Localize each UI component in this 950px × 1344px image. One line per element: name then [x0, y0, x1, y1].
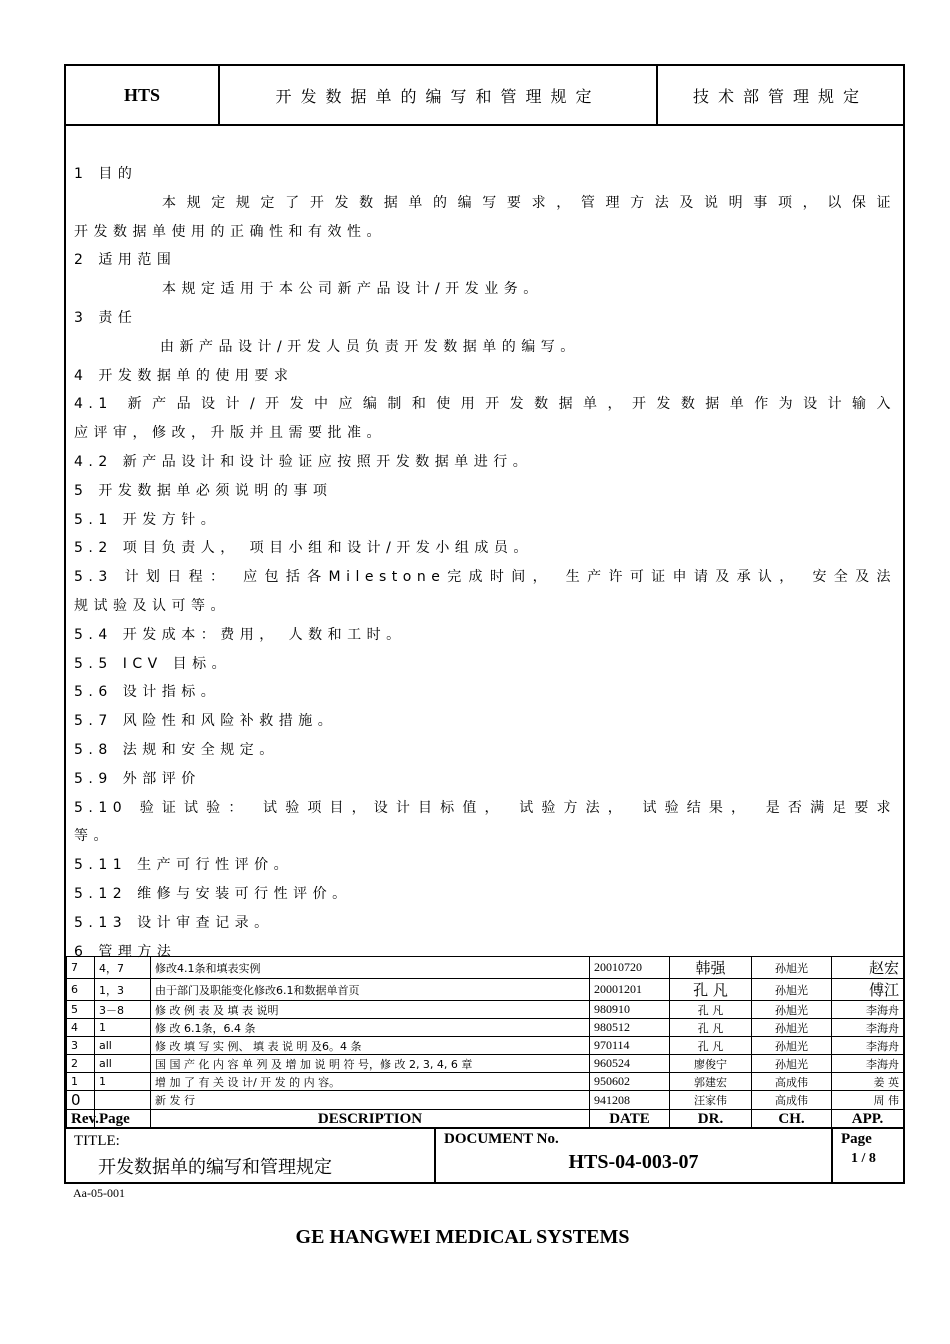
rev-approved-by: 李海舟	[832, 1037, 904, 1055]
rev-date: 950602	[590, 1073, 670, 1091]
body-line: 5.6 设计指标。	[74, 684, 221, 701]
rev-drawn-by: 孔 凡	[670, 1037, 752, 1055]
rev-approved-by: 赵宏	[832, 957, 904, 979]
body-line: 2 适用范围	[74, 252, 177, 269]
rev-date: 980512	[590, 1019, 670, 1037]
rev-checked-by: 孙旭光	[752, 1037, 832, 1055]
rev-description: 国 国 产 化 内 容 单 列 及 增 加 说 明 符 号，修 改 2, 3, 4, 6 章	[151, 1055, 590, 1073]
body-line: 等。	[74, 828, 113, 845]
rev-description: 修 改 例 表 及 填 表 说明	[151, 1001, 590, 1019]
page-value: 1 / 8	[851, 1151, 876, 1166]
rev-description: 由于部门及职能变化修改6.1和数据单首页	[151, 979, 590, 1001]
body-line: 5.9 外部评价	[74, 770, 201, 787]
body-line: 4 开发数据单的使用要求	[74, 367, 294, 384]
revision-row	[67, 979, 904, 1001]
rev-drawn-by: 孔 凡	[670, 979, 752, 1001]
rev-number: 2	[67, 1055, 95, 1073]
body-line: 本规定规定了开发数据单的编写要求，管理方法及说明事项，以保证	[162, 194, 896, 211]
rev-page: all	[95, 1055, 151, 1073]
rev-approved-by: 李海舟	[832, 1019, 904, 1037]
rev-header: Rev.	[67, 1110, 95, 1129]
body-line: 5.11 生产可行性评价。	[74, 857, 294, 874]
rev-description: 增 加 了 有 关 设 计/ 开 发 的 内 容。	[151, 1073, 590, 1091]
approved-header: APP.	[832, 1110, 904, 1129]
rev-checked-by: 孙旭光	[752, 957, 832, 979]
rev-number: 3	[67, 1037, 95, 1055]
rev-approved-by: 周 伟	[832, 1091, 904, 1110]
rev-drawn-by: 汪家伟	[670, 1091, 752, 1110]
rev-approved-by: 李海舟	[832, 1055, 904, 1073]
rev-date: 20010720	[590, 957, 670, 979]
revision-table-header	[67, 1110, 904, 1129]
rev-number: 5	[67, 1001, 95, 1019]
body-line: 1 目的	[74, 166, 138, 182]
title-block	[66, 1127, 903, 1184]
revision-row	[67, 1091, 904, 1110]
body-line: 6 管理方法	[74, 943, 177, 960]
page-header: Page	[95, 1110, 151, 1129]
revision-row	[67, 1055, 904, 1073]
body-line: 5.12 维修与安装可行性评价。	[74, 885, 352, 902]
body-line: 本规定适用于本公司新产品设计/开发业务。	[162, 281, 543, 298]
revision-table	[66, 956, 904, 1129]
document-frame	[64, 64, 905, 1184]
rev-description: 新 发 行	[151, 1091, 590, 1110]
body-line: 规试验及认可等。	[74, 597, 230, 614]
rev-date: 970114	[590, 1037, 670, 1055]
document-number-value: HTS-04-003-07	[568, 1151, 699, 1173]
rev-number: 6	[67, 979, 95, 1001]
rev-date: 941208	[590, 1091, 670, 1110]
document-category: 技术部管理规定	[692, 86, 868, 106]
revision-row	[67, 1037, 904, 1055]
body-line: 5.2 项目负责人， 项目小组和设计/开发小组成员。	[74, 540, 533, 557]
date-header: DATE	[590, 1110, 670, 1129]
rev-approved-by: 傅江	[832, 979, 904, 1001]
rev-page: 3－8	[95, 1001, 151, 1019]
document-number-label: DOCUMENT No.	[444, 1131, 559, 1147]
rev-checked-by: 孙旭光	[752, 1055, 832, 1073]
document-header	[66, 66, 903, 126]
document-number-cell	[436, 1129, 833, 1184]
title-cell	[66, 1129, 436, 1184]
revision-row	[67, 1019, 904, 1037]
company-code: HTS	[66, 66, 220, 124]
rev-description: 修 改 6.1条，6.4 条	[151, 1019, 590, 1037]
rev-checked-by: 孙旭光	[752, 1001, 832, 1019]
drawn-header: DR.	[670, 1110, 752, 1129]
rev-page	[95, 1091, 151, 1110]
body-line: 5.1 开发方针。	[74, 511, 221, 528]
document-body	[74, 160, 896, 960]
title-value: 开发数据单的编写和管理规定	[98, 1157, 332, 1178]
rev-drawn-by: 孔 凡	[670, 1001, 752, 1019]
body-line: 5 开发数据单必须说明的事项	[74, 482, 333, 499]
page-label: Page	[841, 1131, 872, 1147]
company-name: GE HANGWEI MEDICAL SYSTEMS	[295, 1226, 630, 1248]
rev-page: 1	[95, 1019, 151, 1037]
title-label: TITLE:	[74, 1133, 120, 1149]
rev-approved-by: 李海舟	[832, 1001, 904, 1019]
rev-checked-by: 孙旭光	[752, 1019, 832, 1037]
rev-checked-by: 高成伟	[752, 1091, 832, 1110]
rev-description: 修 改 填 写 实 例、 填 表 说 明 及6。4 条	[151, 1037, 590, 1055]
rev-checked-by: 高成伟	[752, 1073, 832, 1091]
rev-number: 7	[67, 957, 95, 979]
rev-drawn-by: 郭建宏	[670, 1073, 752, 1091]
rev-date: 20001201	[590, 979, 670, 1001]
rev-number: 1	[67, 1073, 95, 1091]
body-line: 5.5 ICV 目标。	[74, 655, 232, 672]
revision-row	[67, 1001, 904, 1019]
page-cell	[833, 1129, 903, 1184]
body-line: 5.3 计划日程： 应包括各Milestone完成时间， 生产许可证申请及承认， 安全及法	[74, 569, 896, 586]
rev-page: 1，3	[95, 979, 151, 1001]
body-line: 5.4 开发成本：费用， 人数和工时。	[74, 626, 406, 643]
body-line: 应评审，修改，升版并且需要批准。	[74, 425, 386, 442]
body-line: 3 责任	[74, 309, 138, 326]
rev-page: 4，7	[95, 957, 151, 979]
checked-header: CH.	[752, 1110, 832, 1129]
revision-row	[67, 957, 904, 979]
body-line: 由新产品设计/开发人员负责开发数据单的编写。	[160, 338, 580, 355]
rev-date: 960524	[590, 1055, 670, 1073]
form-number: Aa-05-001	[73, 1186, 125, 1200]
rev-drawn-by: 廖俊宁	[670, 1055, 752, 1073]
body-line: 5.10 验证试验： 试验项目，设计目标值， 试验方法， 试验结果， 是否满足要求	[74, 799, 896, 816]
rev-number: 4	[67, 1019, 95, 1037]
rev-drawn-by: 孔 凡	[670, 1019, 752, 1037]
rev-drawn-by: 韩强	[670, 957, 752, 979]
description-header: DESCRIPTION	[151, 1110, 590, 1129]
rev-number: 0	[67, 1091, 95, 1110]
revision-row	[67, 1073, 904, 1091]
body-line: 5.8 法规和安全规定。	[74, 741, 279, 758]
body-line: 开发数据单使用的正确性和有效性。	[74, 223, 386, 240]
body-line: 5.13 设计审查记录。	[74, 914, 274, 931]
rev-page: all	[95, 1037, 151, 1055]
body-line: 4.2 新产品设计和设计验证应按照开发数据单进行。	[74, 453, 533, 470]
rev-date: 980910	[590, 1001, 670, 1019]
rev-page: 1	[95, 1073, 151, 1091]
body-line: 5.7 风险性和风险补救措施。	[74, 713, 338, 730]
rev-checked-by: 孙旭光	[752, 979, 832, 1001]
body-line: 4.1 新产品设计/开发中应编制和使用开发数据单，开发数据单作为设计输入	[74, 396, 896, 413]
rev-approved-by: 姜 英	[832, 1073, 904, 1091]
rev-description: 修改4.1条和填表实例	[151, 957, 590, 979]
document-title-header: 开发数据单的编写和管理规定	[220, 66, 658, 124]
